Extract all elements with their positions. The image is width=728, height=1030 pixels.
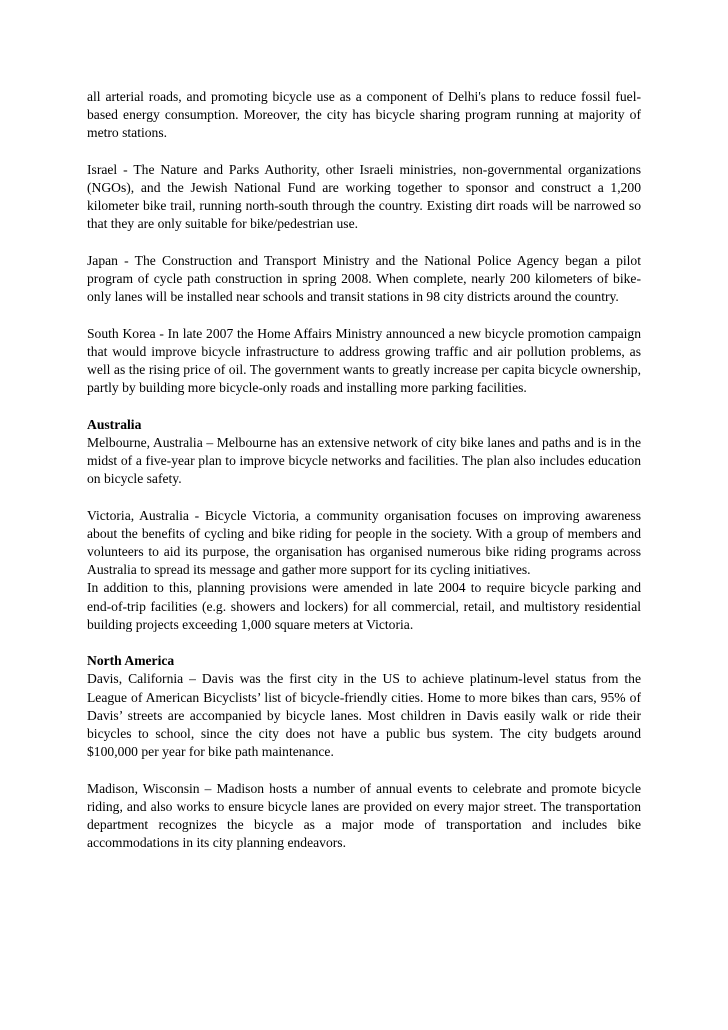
paragraph-madison: Madison, Wisconsin – Madison hosts a number of annual events to celebrate and promote bicycle riding, and also works to ensure bicycle lanes are provided on every major street. The transportation department recognizes the bicycle as a major mode of transportation and includes bike accommodations in its city planning endeavors.: [87, 780, 641, 851]
paragraph-south-korea: South Korea - In late 2007 the Home Affairs Ministry announced a new bicycle promotion campaign that would improve bicycle infrastructure to address growing traffic and air pollution problems, as well as the rising price of oil. The government wants to greatly increase per capita bicycle ownership, partly by building more bicycle-only roads and installing more parking facilities.: [87, 325, 641, 396]
paragraph-davis: Davis, California – Davis was the first city in the US to achieve platinum-level status from the League of American Bicyclists’ list of bicycle-friendly cities. Home to more bikes than cars, 95% of Davis’ streets are accompanied by bicycle lanes. Most children in Davis easily walk or ride their bicycles to school, since the city does not have a public bus system. The city budgets around $100,000 per year for bike path maintenance.: [87, 671, 641, 760]
section-north-america: [87, 652, 641, 852]
document-page: [87, 88, 641, 871]
paragraph-japan: Japan - The Construction and Transport Ministry and the National Police Agency began a pilot program of cycle path construction in spring 2008. When complete, nearly 200 kilometers of bike-only lanes will be installed near schools and transit stations in 98 city districts around the country.: [87, 252, 641, 305]
paragraph-delhi: all arterial roads, and promoting bicycle use as a component of Delhi's plans to reduce fossil fuel-based energy consumption. Moreover, the city has bicycle sharing program running at majority of metro stations.: [87, 89, 641, 141]
paragraph-victoria: Victoria, Australia - Bicycle Victoria, a community organisation focuses on improving awareness about the benefits of cycling and bike riding for people in the society. With a group of members and volunteers to aid its purpose, the organisation has organised numerous bike riding programs across Australia to spread its message and gather more support for its cycling initiatives.: [87, 507, 641, 578]
paragraph-victoria-planning: In addition to this, planning provisions were amended in late 2004 to require bicycle parking and end-of-trip facilities (e.g. showers and lockers) for all commercial, retail, and multistory residential building projects exceeding 1,000 square meters at Victoria.: [87, 580, 641, 632]
heading-north-america: North America: [87, 653, 175, 669]
heading-australia: Australia: [87, 416, 142, 432]
paragraph-israel: Israel - The Nature and Parks Authority, other Israeli ministries, non-governmental organizations (NGOs), and the Jewish National Fund are working together to sponsor and construct a 1,200 kilometer bike trail, running north-south through the country. Existing dirt roads will be narrowed so that they are only suitable for bike/pedestrian use.: [87, 161, 641, 232]
paragraph-melbourne: Melbourne, Australia – Melbourne has an extensive network of city bike lanes and paths and is in the midst of a five-year plan to improve bicycle networks and facilities. The plan also includes education on bicycle safety.: [87, 434, 641, 487]
section-australia: [87, 416, 641, 634]
